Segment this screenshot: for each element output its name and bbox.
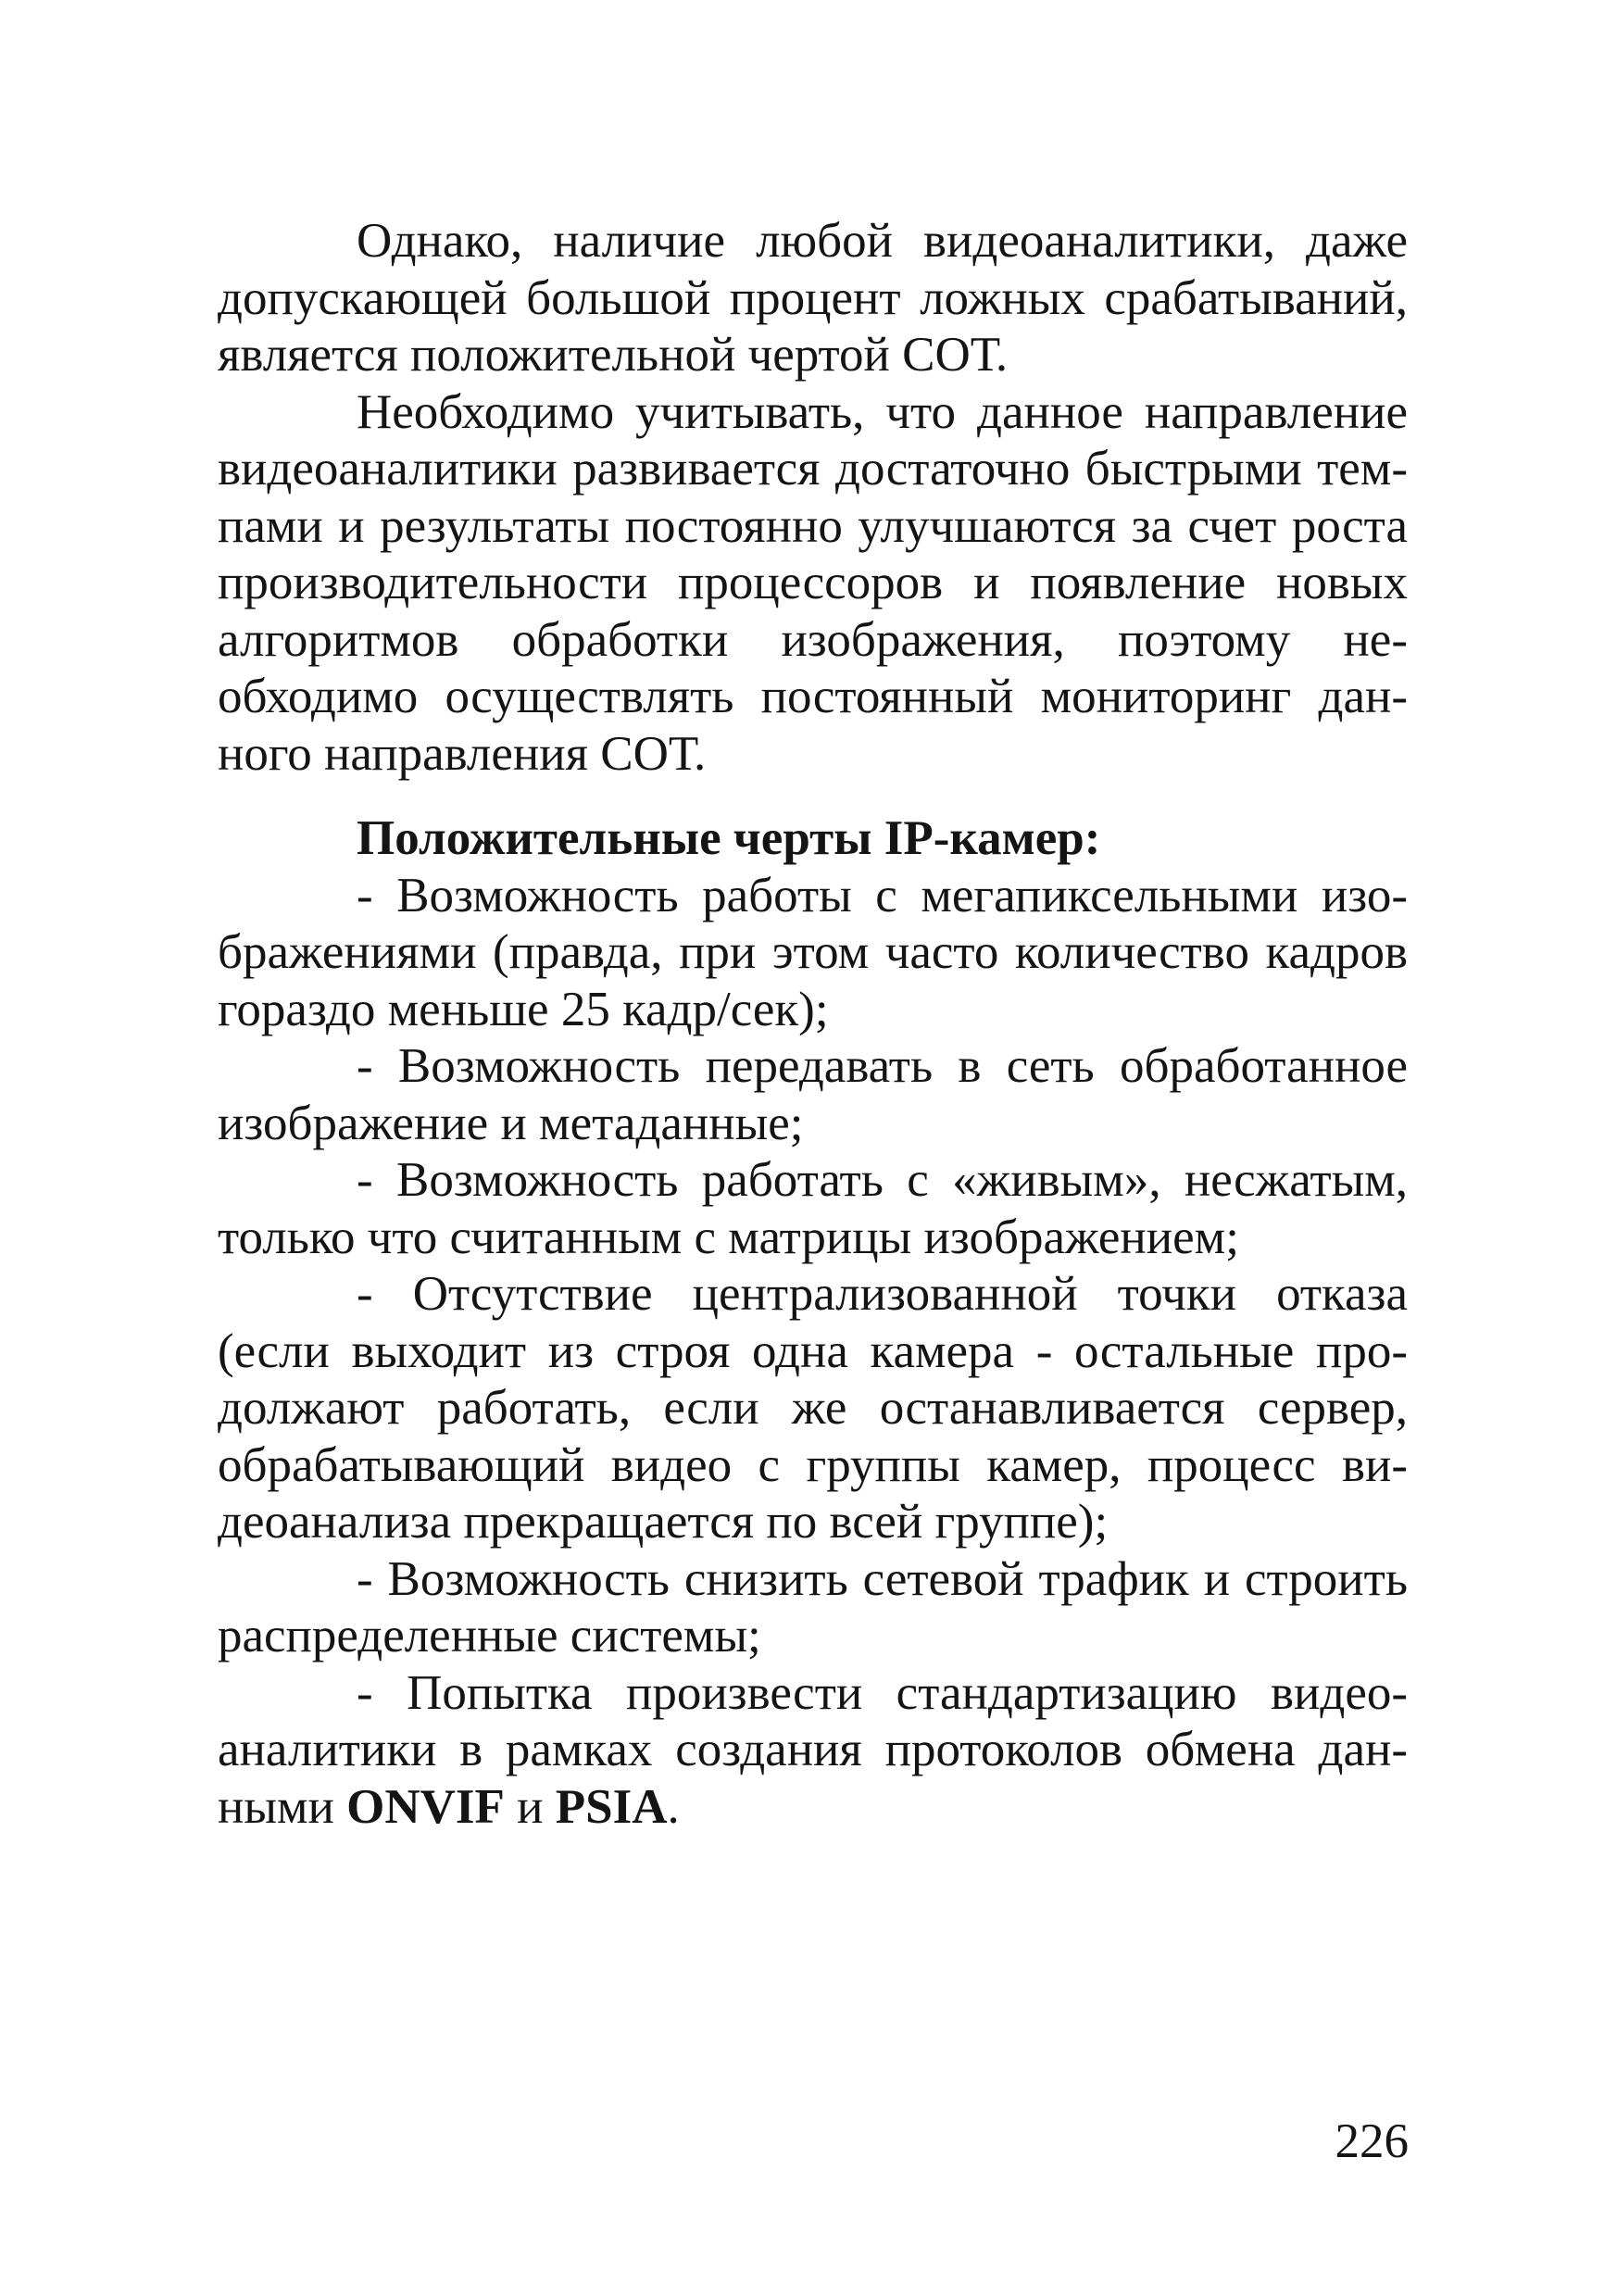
onvif-term: ONVIF	[346, 1779, 505, 1834]
page-body	[218, 213, 1408, 1836]
page-number: 226	[1335, 2114, 1409, 2168]
list-item-distributed-systems: - Возможность снизить сетевой трафик и строить распределенные системы;	[218, 1551, 1408, 1662]
sentence-end: .	[667, 1779, 680, 1834]
list-item-standardization	[218, 1665, 1408, 1837]
paragraph-videoanalytics-advantage: Однако, наличие любой видеоаналитики, даже допускающей большой процент ложных срабатываний, является положительной чертой СОТ.	[218, 214, 1408, 382]
list-item-megapixel: - Возможность работы с мегапиксельными изображениями (правда, при этом часто количество кадров гораздо меньше 25 кадр/сек);	[218, 868, 1408, 1036]
list-item-metadata: - Возможность передавать в сеть обработанное изображение и метаданные;	[218, 1039, 1408, 1150]
connector-text: и	[504, 1779, 556, 1834]
psia-term: PSIA	[555, 1779, 668, 1834]
standardization-lead-text: - Попытка произвести стандартизацию видеоаналитики в рамках создания протоколов обмена данными	[218, 1665, 1408, 1834]
list-item-raw-image: - Возможность работать с «живым», несжатым, только что считанным с матрицы изображением;	[218, 1153, 1408, 1264]
section-heading: Положительные черты IP-камер:	[357, 811, 1101, 865]
list-item-no-single-point-failure: - Отсутствие централизованной точки отказа (если выходит из строя одна камера - остальные продолжают работать, если же останавливается сервер, обрабатывающий видео с группы камер, процесс видеоанализа прекращается по всей группе);	[218, 1267, 1408, 1549]
paragraph-monitoring-need: Необходимо учитывать, что данное направление видеоаналитики развивается достаточно быстрыми темпами и результаты постоянно улучшаются за счет роста производительности процессоров и появление новых алгоритмов обработки изображения, поэтому необходимо осуществлять постоянный мониторинг данного направления СОТ.	[218, 384, 1408, 781]
